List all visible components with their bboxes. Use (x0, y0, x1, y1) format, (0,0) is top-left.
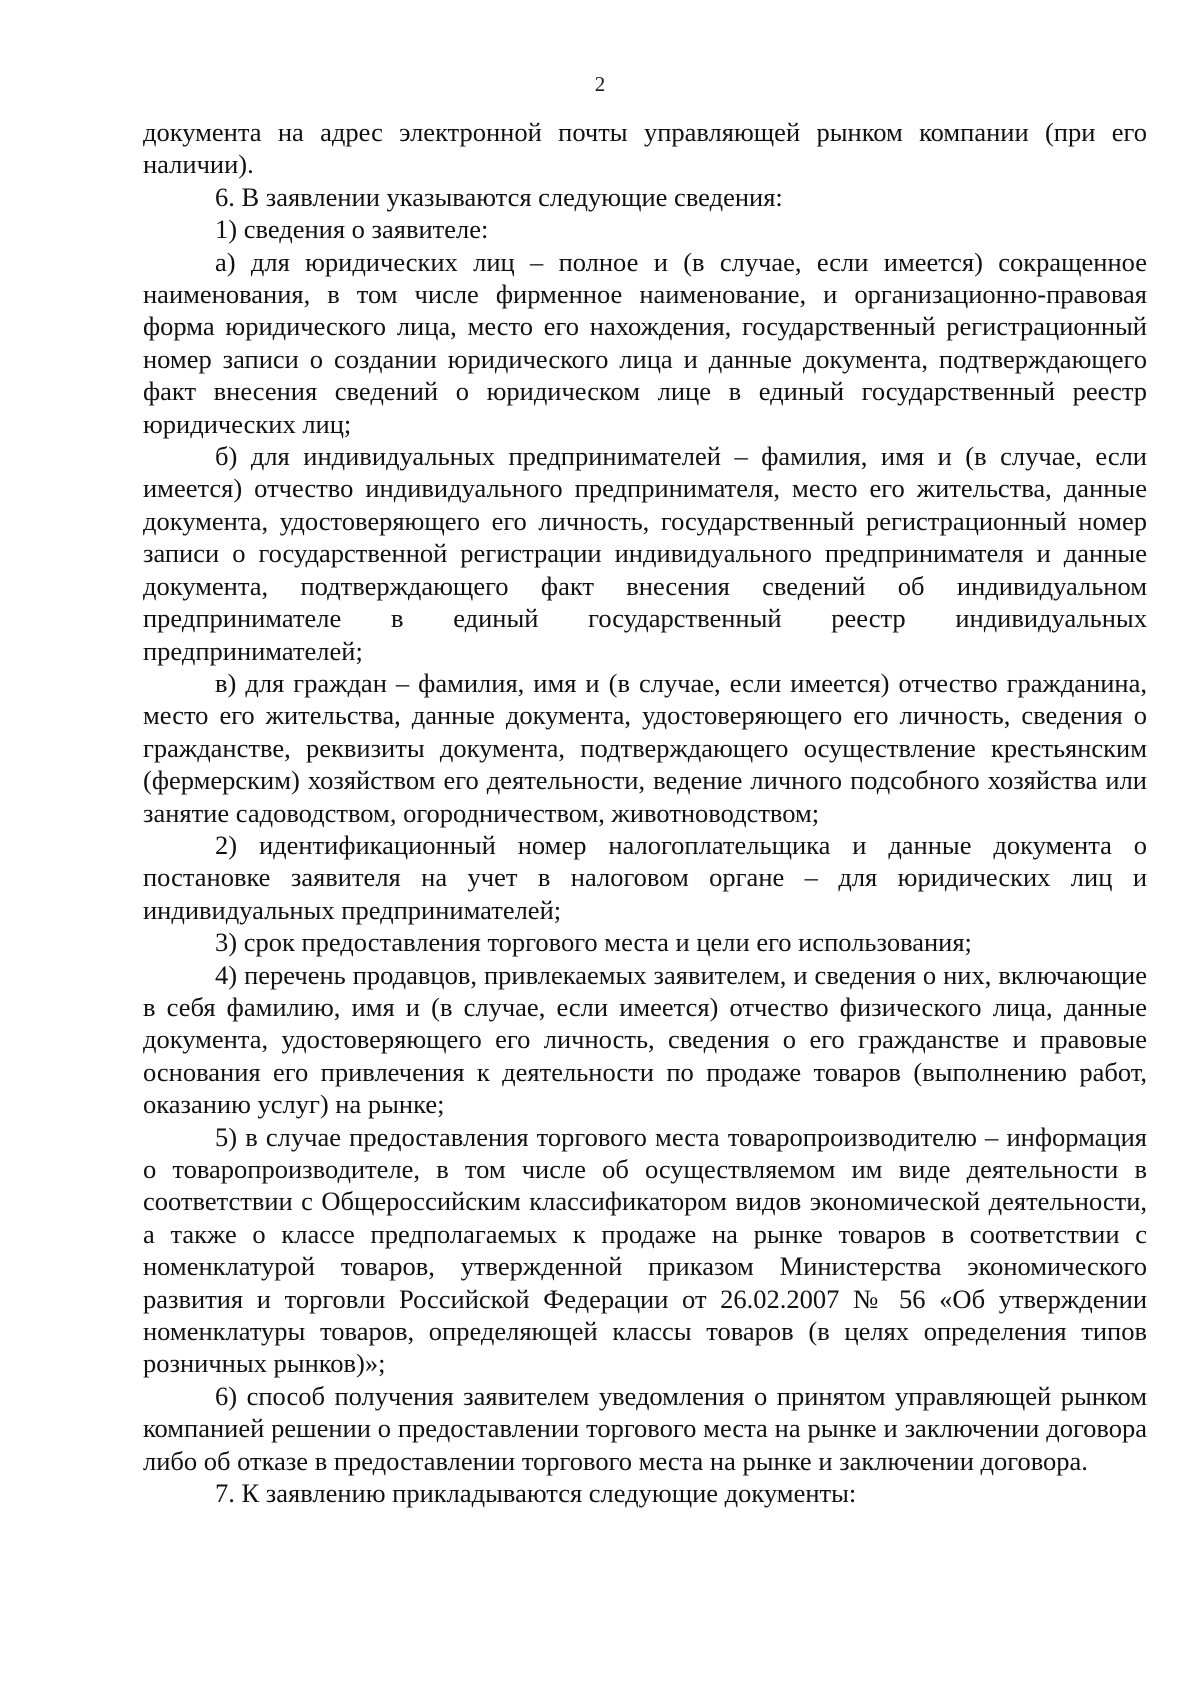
paragraph-subitem-6: 6) способ получения заявителем уведомления о принятом управляющей рынком компанией решении о предоставлении торгового места на рынке и заключении договора либо об отказе в предоставлении торгового места на рынке и заключении договора. (143, 1380, 1147, 1476)
paragraph-subitem-1: 1) сведения о заявителе: (215, 214, 489, 245)
paragraph-subitem-4: 4) перечень продавцов, привлекаемых заявителем, и сведения о них, включающие в себя фамилию, имя и (в случае, если имеется) отчество физического лица, данные документа, удостоверяющего его личность, сведения о его гражданстве и правовые основания его привлечения к деятельности по продаже товаров (выполнению работ, оказанию услуг) на рынке; (143, 959, 1147, 1120)
paragraph-subitem-3: 3) срок предоставления торгового места и цели его использования; (215, 927, 972, 958)
paragraph-subitem-b: б) для индивидуальных предпринимателей – фамилия, имя и (в случае, если имеется) отчество индивидуального предпринимателя, место его жительства, данные документа, удостоверяющего его личность, государственный регистрационный номер записи о государственной регистрации индивидуального предпринимателя и данные документа, подтверждающего факт внесения сведений об индивидуальном предпринимателе в единый государственный реестр индивидуальных предпринимателей; (143, 441, 1147, 666)
paragraph-continuation: документа на адрес электронной почты управляющей рынком компании (при его наличии). (143, 117, 1147, 180)
page-number: 2 (594, 72, 606, 96)
paragraph-item-7: 7. К заявлению прикладываются следующие документы: (215, 1478, 857, 1509)
paragraph-subitem-2: 2) идентификационный номер налогоплательщика и данные документа о постановке заявителя на учет в налоговом органе – для юридических лиц и индивидуальных предпринимателей; (143, 829, 1147, 925)
paragraph-subitem-v: в) для граждан – фамилия, имя и (в случае, если имеется) отчество гражданина, место его жительства, данные документа, удостоверяющего его личность, сведения о гражданстве, реквизиты документа, подтверждающего осуществление крестьянским (фермерским) хозяйством его деятельности, ведение личного подсобного хозяйства или занятие садоводством, огородничеством, животноводством; (143, 667, 1147, 828)
paragraph-subitem-a: а) для юридических лиц – полное и (в случае, если имеется) сокращенное наименования, в том числе фирменное наименование, и организационно-правовая форма юридического лица, место его нахождения, государственный регистрационный номер записи о создании юридического лица и данные документа, подтверждающего факт внесения сведений о юридическом лице в единый государственный реестр юридических лиц; (143, 246, 1147, 439)
paragraph-subitem-5: 5) в случае предоставления торгового места товаропроизводителю – информация о товаропроизводителе, в том числе об осуществляемом им виде деятельности в соответствии с Общероссийским классификатором видов экономической деятельности, а также о классе предполагаемых к продаже на рынке товаров в соответствии с номенклатурой товаров, утвержденной приказом Министерства экономического развития и торговли Российской Федерации от 26.02.2007 № 56 «Об утверждении номенклатуры товаров, определяющей классы товаров (в целях определения типов розничных рынков)»; (143, 1121, 1147, 1379)
document-body (143, 116, 1147, 1509)
paragraph-item-6: 6. В заявлении указываются следующие сведения: (215, 181, 783, 212)
